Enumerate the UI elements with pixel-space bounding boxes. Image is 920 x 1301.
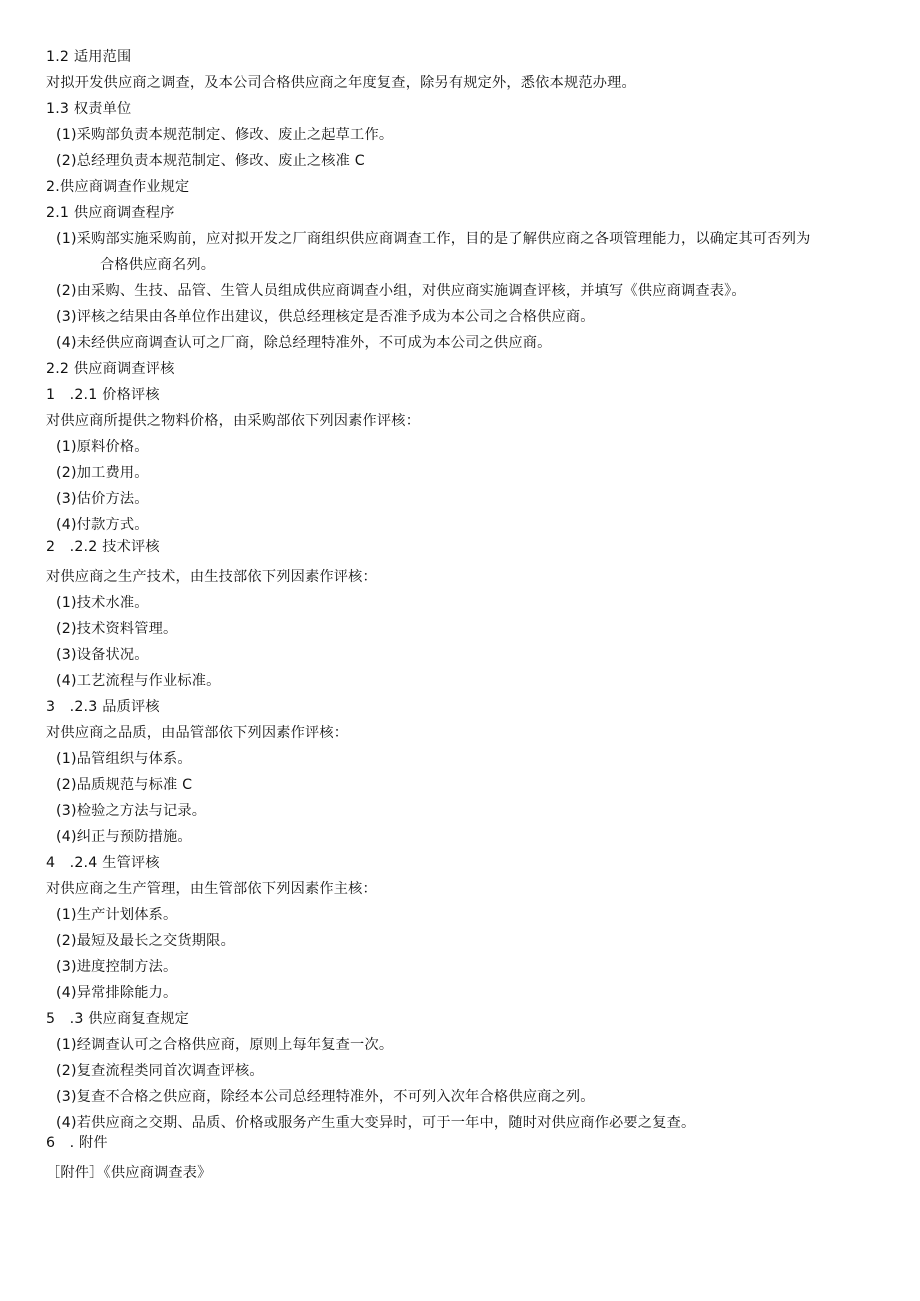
list-item: (1)采购部实施采购前，应对拟开发之厂商组织供应商调查工作，目的是了解供应商之各项管理能力，以确定其可否列为 [56,231,811,247]
heading-2-2: 2.2 供应商调查评核 [46,361,175,377]
paragraph-scope: 对拟开发供应商之调查，及本公司合格供应商之年度复查，除另有规定外，悉依本规范办理。 [46,75,636,91]
heading-1-3: 1.3 权责单位 [46,101,132,117]
list-item: (2)复查流程类同首次调查评核。 [56,1063,264,1079]
heading-tech: 2 .2.2 技术评核 [46,539,160,555]
list-item: (1)采购部负责本规范制定、修改、废止之起草工作。 [56,127,394,143]
heading-2: 2.供应商调查作业规定 [46,179,190,195]
heading-1-2: 1.2 适用范围 [46,49,132,65]
list-item: (3)检验之方法与记录。 [56,803,207,819]
list-item: (4)异常排除能力。 [56,985,178,1001]
list-item: (4)工艺流程与作业标准。 [56,673,221,689]
list-item: (3)设备状况。 [56,647,149,663]
heading-quality: 3 .2.3 品质评核 [46,699,160,715]
list-item: (1)经调查认可之合格供应商，原则上每年复查一次。 [56,1037,394,1053]
attachment-reference: ［附件］《供应商调查表》 [46,1165,212,1181]
heading-attachment: 6 . 附件 [46,1135,108,1151]
list-item: (2)最短及最长之交货期限。 [56,933,235,949]
list-item: (1)生产计划体系。 [56,907,178,923]
heading-production: 4 .2.4 生管评核 [46,855,160,871]
list-item: (2)由采购、生技、品管、生管人员组成供应商调查小组，对供应商实施调查评核，并填写《供应商调查表》。 [56,283,746,299]
list-item: (1)技术水准。 [56,595,149,611]
list-item: (2)技术资料管理。 [56,621,178,637]
list-item: (1)原料价格。 [56,439,149,455]
list-item: (3)估价方法。 [56,491,149,507]
heading-price: 1 .2.1 价格评核 [46,387,160,403]
heading-2-1: 2.1 供应商调查程序 [46,205,175,221]
paragraph: 对供应商之生产管理，由生管部依下列因素作主核： [46,881,377,897]
list-item: (2)总经理负责本规范制定、修改、废止之核准 C [56,153,365,169]
list-item: (2)加工费用。 [56,465,149,481]
list-item: (4)若供应商之交期、品质、价格或服务产生重大变异时，可于一年中，随时对供应商作必要之复查。 [56,1115,696,1131]
list-item: (4)未经供应商调查认可之厂商，除总经理特准外，不可成为本公司之供应商。 [56,335,552,351]
list-item: (3)进度控制方法。 [56,959,178,975]
list-item: (4)付款方式。 [56,517,149,533]
list-item: (2)品质规范与标准 C [56,777,193,793]
list-item: (3)复查不合格之供应商，除经本公司总经理特准外，不可列入次年合格供应商之列。 [56,1089,595,1105]
list-item-continuation: 合格供应商名列。 [100,257,216,273]
heading-review: 5 .3 供应商复查规定 [46,1011,189,1027]
paragraph: 对供应商之生产技术，由生技部依下列因素作评核： [46,569,377,585]
paragraph: 对供应商所提供之物料价格，由采购部依下列因素作评核： [46,413,421,429]
paragraph: 对供应商之品质，由品管部依下列因素作评核： [46,725,349,741]
list-item: (3)评核之结果由各单位作出建议，供总经理核定是否准予成为本公司之合格供应商。 [56,309,595,325]
list-item: (1)品管组织与体系。 [56,751,192,767]
list-item: (4)纠正与预防措施。 [56,829,192,845]
